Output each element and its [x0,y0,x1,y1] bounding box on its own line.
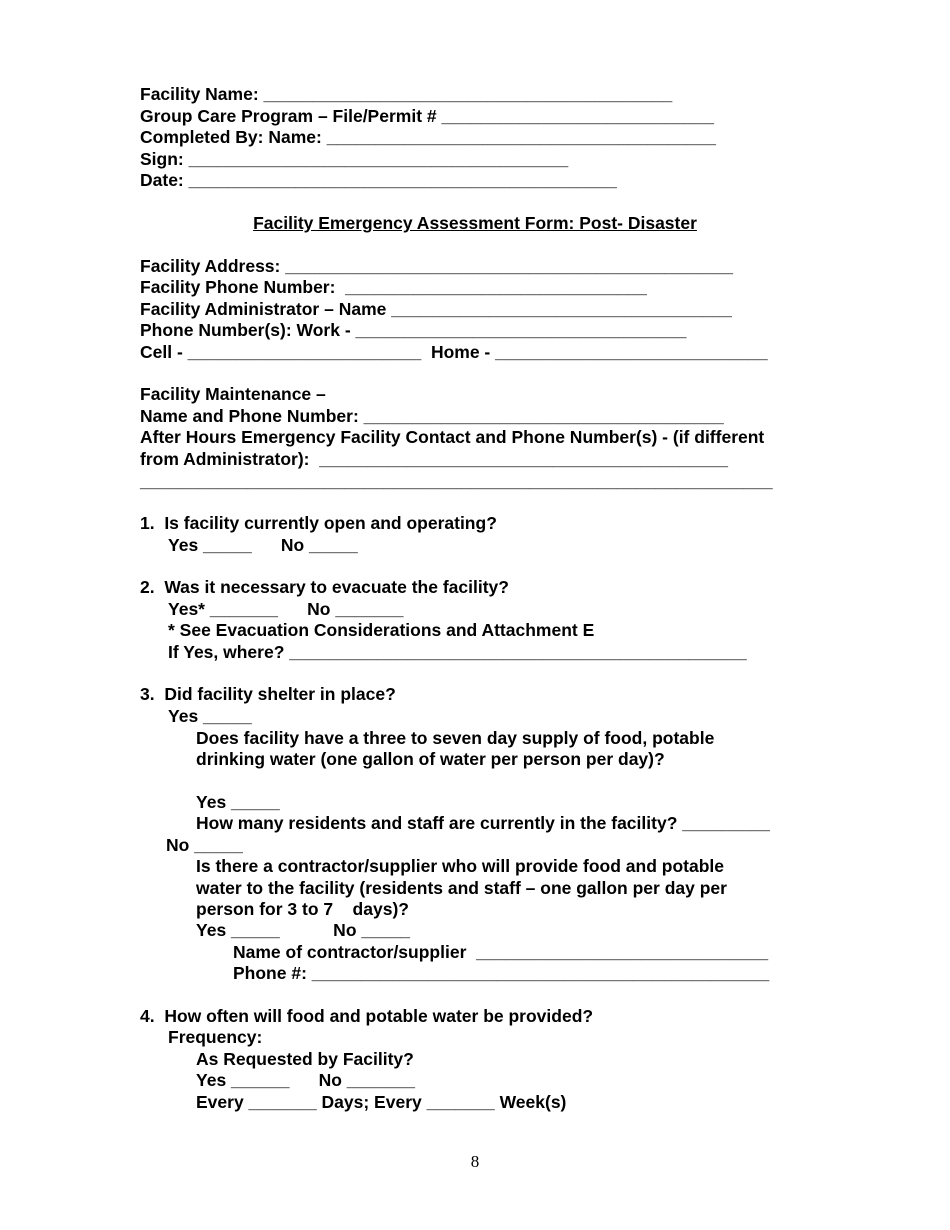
sign-line: Sign: _______________________________________ [140,149,569,169]
question-3-how-many: How many residents and staff are currently in the facility? _________ [196,813,770,833]
permit-line: Group Care Program – File/Permit # ____________________________ [140,106,714,126]
question-3-no: No _____ [166,835,243,855]
question-4-as-requested: As Requested by Facility? [196,1049,414,1069]
question-3-yes-no: Yes _____ No _____ [196,920,411,940]
question-2-where: If Yes, where? _______________________________________________ [168,642,747,662]
form-title: Facility Emergency Assessment Form: Post- Disaster [253,213,697,233]
divider-rule: _________________________________________________________________ [140,471,773,491]
question-4-yes-no: Yes ______ No _______ [196,1070,415,1090]
contractor-name-line: Name of contractor/supplier ______________________________ [233,942,769,962]
question-4-frequency: Frequency: [168,1027,263,1047]
maintenance-name-phone-line: Name and Phone Number: _____________________________________ [140,406,724,426]
question-4: 4. How often will food and potable water be provided? [140,1006,594,1026]
question-1-answers: Yes _____ No _____ [168,535,358,555]
facility-name-line: Facility Name: __________________________________________ [140,84,673,104]
completed-by-line: Completed By: Name: ________________________________________ [140,127,717,147]
after-hours-line-2: from Administrator): __________________________________________ [140,449,728,469]
work-phone-line: Phone Number(s): Work - __________________________________ [140,320,687,340]
question-3-yes: Yes _____ [168,706,252,726]
page-number: 8 [470,1152,480,1171]
question-3-contractor-3: person for 3 to 7 days)? [196,899,409,919]
administrator-line: Facility Administrator – Name ___________________________________ [140,299,732,319]
question-3-contractor-1: Is there a contractor/supplier who will provide food and potable [196,856,724,876]
question-2-note: * See Evacuation Considerations and Attachment E [168,620,595,640]
question-2-answers: Yes* _______ No _______ [168,599,404,619]
question-3-supply-2: drinking water (one gallon of water per person per day)? [196,749,665,769]
question-2: 2. Was it necessary to evacuate the facility? [140,577,509,597]
after-hours-line-1: After Hours Emergency Facility Contact and Phone Number(s) - (if different [140,427,765,447]
maintenance-heading: Facility Maintenance – [140,384,326,404]
question-3-supply-1: Does facility have a three to seven day supply of food, potable [196,728,715,748]
date-line: Date: ____________________________________________ [140,170,617,190]
question-3-yes-2: Yes _____ [196,792,280,812]
cell-home-line: Cell - ________________________ Home - ____________________________ [140,342,768,362]
question-4-every: Every _______ Days; Every _______ Week(s) [196,1092,567,1112]
question-1: 1. Is facility currently open and operating? [140,513,497,533]
facility-address-line: Facility Address: ______________________________________________ [140,256,733,276]
contractor-phone-line: Phone #: _______________________________________________ [233,963,770,983]
question-3-contractor-2: water to the facility (residents and staff – one gallon per day per [196,878,727,898]
question-3: 3. Did facility shelter in place? [140,684,396,704]
facility-phone-line: Facility Phone Number: _______________________________ [140,277,647,297]
